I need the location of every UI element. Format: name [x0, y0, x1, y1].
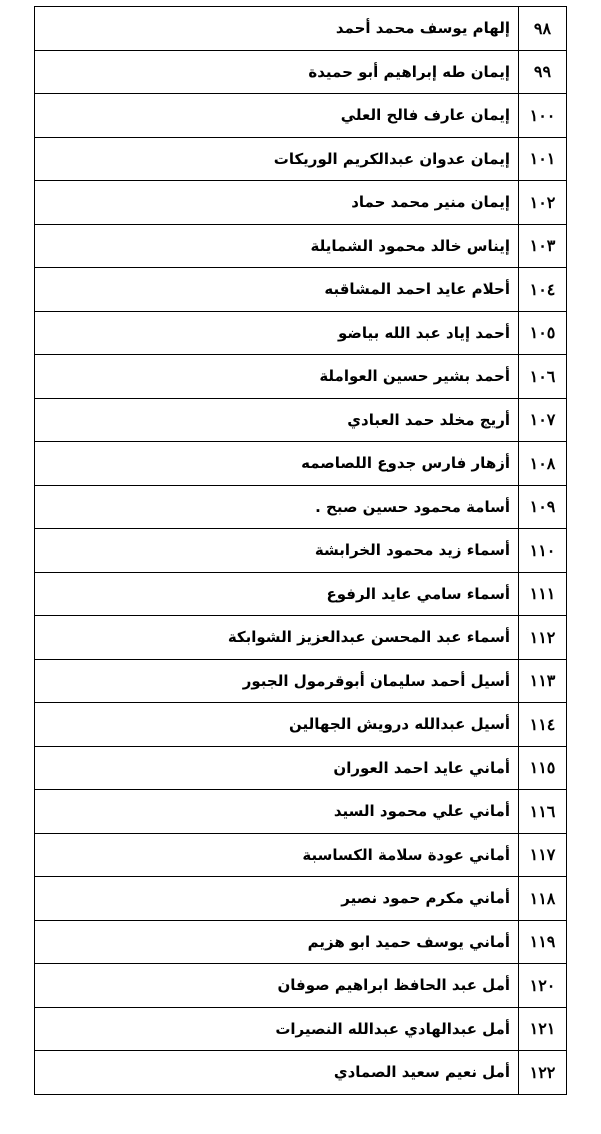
- table-row: [35, 659, 567, 703]
- table-row: [35, 311, 567, 355]
- row-number: ١٠٣: [519, 224, 567, 268]
- row-number: ١١٧: [519, 833, 567, 877]
- person-name: أسيل أحمد سليمان أبوقرمول الجبور: [35, 659, 519, 703]
- row-number: ٩٨: [519, 7, 567, 51]
- table-row: [35, 1051, 567, 1095]
- person-name: أسماء سامي عايد الرفوع: [35, 572, 519, 616]
- row-number: ١٢٢: [519, 1051, 567, 1095]
- row-number: ١٠٩: [519, 485, 567, 529]
- row-number: ١١١: [519, 572, 567, 616]
- table-row: [35, 572, 567, 616]
- row-number: ١٠٠: [519, 94, 567, 138]
- table-body: [35, 7, 567, 1095]
- table-row: [35, 94, 567, 138]
- person-name: أمل عبدالهادي عبدالله النصيرات: [35, 1007, 519, 1051]
- person-name: إلهام يوسف محمد أحمد: [35, 7, 519, 51]
- person-name: أحلام عايد احمد المشاقبه: [35, 268, 519, 312]
- row-number: ١٠٦: [519, 355, 567, 399]
- row-number: ١١٠: [519, 529, 567, 573]
- row-number: ٩٩: [519, 50, 567, 94]
- table-row: [35, 7, 567, 51]
- table-row: [35, 616, 567, 660]
- table-row: [35, 137, 567, 181]
- table-row: [35, 442, 567, 486]
- row-number: ١١٦: [519, 790, 567, 834]
- row-number: ١٠١: [519, 137, 567, 181]
- table-row: [35, 1007, 567, 1051]
- person-name: أمل نعيم سعيد الصمادي: [35, 1051, 519, 1095]
- table-row: [35, 181, 567, 225]
- person-name: أسامة محمود حسين صبح .: [35, 485, 519, 529]
- row-number: ١٠٧: [519, 398, 567, 442]
- row-number: ١٠٤: [519, 268, 567, 312]
- person-name: أماني يوسف حميد ابو هزيم: [35, 920, 519, 964]
- person-name: إيمان عارف فالح العلي: [35, 94, 519, 138]
- person-name: أماني مكرم حمود نصير: [35, 877, 519, 921]
- person-name: أسماء زيد محمود الخرابشة: [35, 529, 519, 573]
- table-row: [35, 877, 567, 921]
- row-number: ١٠٥: [519, 311, 567, 355]
- table-row: [35, 268, 567, 312]
- table-row: [35, 398, 567, 442]
- row-number: ١٠٢: [519, 181, 567, 225]
- person-name: إيمان منير محمد حماد: [35, 181, 519, 225]
- person-name: أحمد إياد عبد الله بياضو: [35, 311, 519, 355]
- row-number: ١٢٠: [519, 964, 567, 1008]
- person-name: أماني عودة سلامة الكساسبة: [35, 833, 519, 877]
- person-name: أمل عبد الحافظ ابراهيم صوفان: [35, 964, 519, 1008]
- person-name: أماني عايد احمد العوران: [35, 746, 519, 790]
- person-name: أزهار فارس جدوع اللصاصمه: [35, 442, 519, 486]
- table-row: [35, 833, 567, 877]
- table-row: [35, 920, 567, 964]
- row-number: ١١٨: [519, 877, 567, 921]
- row-number: ١١٣: [519, 659, 567, 703]
- table-row: [35, 355, 567, 399]
- row-number: ١١٩: [519, 920, 567, 964]
- table-row: [35, 224, 567, 268]
- table-row: [35, 790, 567, 834]
- person-name: أسيل عبدالله درويش الجهالين: [35, 703, 519, 747]
- row-number: ١١٤: [519, 703, 567, 747]
- names-table: [34, 6, 567, 1095]
- person-name: أسماء عبد المحسن عبدالعزيز الشوابكة: [35, 616, 519, 660]
- row-number: ١١٥: [519, 746, 567, 790]
- table-row: [35, 964, 567, 1008]
- person-name: إيمان طه إبراهيم أبو حميدة: [35, 50, 519, 94]
- person-name: إيناس خالد محمود الشمايلة: [35, 224, 519, 268]
- row-number: ١٢١: [519, 1007, 567, 1051]
- person-name: أريج مخلد حمد العبادي: [35, 398, 519, 442]
- person-name: إيمان عدوان عبدالكريم الوريكات: [35, 137, 519, 181]
- table-row: [35, 746, 567, 790]
- person-name: أحمد بشير حسين العواملة: [35, 355, 519, 399]
- table-row: [35, 50, 567, 94]
- person-name: أماني علي محمود السيد: [35, 790, 519, 834]
- table-row: [35, 485, 567, 529]
- row-number: ١١٢: [519, 616, 567, 660]
- table-row: [35, 529, 567, 573]
- table-row: [35, 703, 567, 747]
- row-number: ١٠٨: [519, 442, 567, 486]
